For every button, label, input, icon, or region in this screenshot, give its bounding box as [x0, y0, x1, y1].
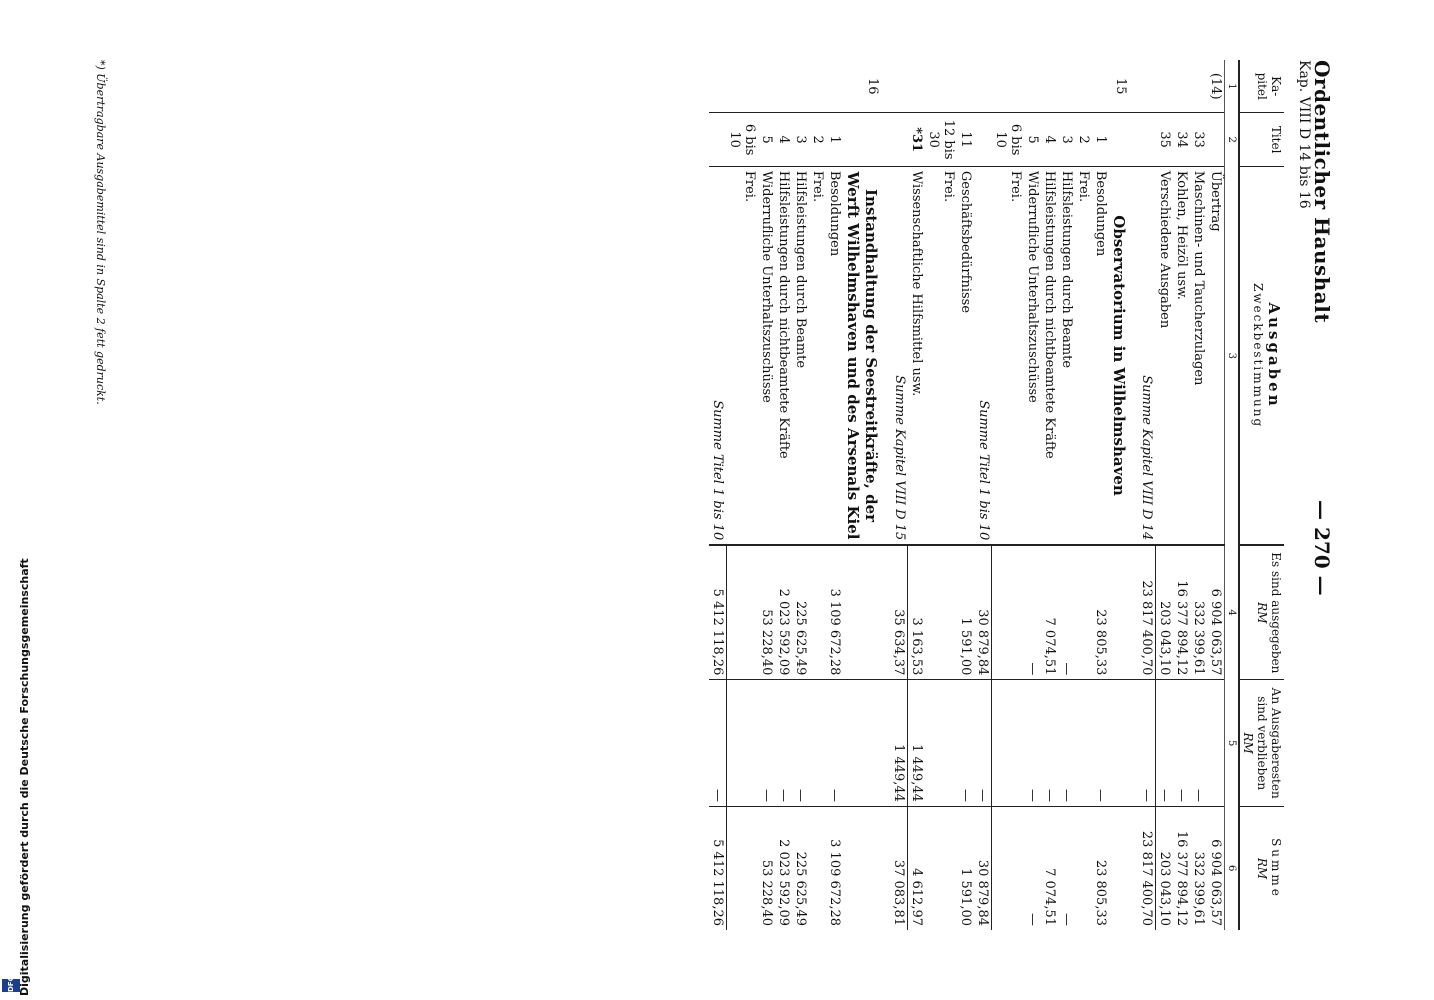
row-zweck: Frei.	[992, 166, 1024, 545]
table-body	[709, 60, 1225, 930]
row-summe: 3 109 672,28	[827, 839, 843, 926]
row-titel: 3	[793, 113, 810, 166]
row-ausgegeben	[992, 545, 1024, 680]
row-ausgegeben: 23 805,33	[1092, 545, 1109, 680]
row-kapitel	[793, 60, 810, 113]
row-titel	[709, 113, 727, 166]
row-summe: —	[1059, 913, 1074, 926]
row-reste: —	[1190, 680, 1207, 807]
row-zweck: Kohlen, Heizöl usw.	[1173, 166, 1190, 545]
row-zweck: Hilfsleistungen durch nichtbeamtete Kräfte	[1041, 166, 1058, 545]
row-zweck: Hilfsleistungen durch nichtbeamtete Kräfte	[776, 166, 793, 545]
table-row	[1024, 60, 1041, 930]
row-titel	[891, 113, 909, 166]
table-row	[975, 60, 993, 930]
row-ausgegeben: 3 163,53	[908, 545, 926, 680]
row-kapitel	[709, 60, 727, 113]
row-kapitel: 15	[1109, 60, 1138, 113]
row-ausgegeben: 6 904 063,57	[1207, 545, 1225, 680]
row-summe: 23 805,33	[1093, 859, 1108, 926]
row-ausgegeben: 5 412 118,26	[709, 545, 727, 680]
row-zweck: Widerrufliche Unterhaltszuschüsse	[759, 166, 776, 545]
row-zweck: Instandhaltung der Seestreitkräfte, der Werft Wilhelmshaven und des Arsenals Kiel	[844, 166, 891, 545]
row-reste: —	[776, 680, 793, 807]
row-summe	[844, 806, 891, 930]
row-kapitel	[1041, 60, 1058, 113]
row-zweck: Verschiedene Ausgaben	[1156, 166, 1174, 545]
row-kapitel: 16	[844, 60, 891, 113]
row-kapitel	[727, 60, 759, 113]
row-ausgegeben: 7 074,51	[1041, 545, 1058, 680]
row-titel	[844, 113, 891, 166]
row-zweck: Summe Kapitel VIII D 14	[1138, 166, 1156, 545]
row-zweck: Geschäftsbedürfnisse	[958, 166, 975, 545]
row-zweck: Summe Titel 1 bis 10	[709, 166, 727, 545]
table-row	[908, 60, 926, 930]
row-summe	[1075, 806, 1092, 930]
row-zweck: Hilfsleistungen durch Beamte	[1058, 166, 1075, 545]
row-titel: 4	[776, 113, 793, 166]
row-ausgegeben	[727, 545, 759, 680]
table-row	[727, 60, 759, 930]
row-summe	[926, 806, 958, 930]
row-zweck: Observatorium in Wilhelmshaven	[1109, 166, 1138, 545]
row-zweck: Frei.	[810, 166, 827, 545]
row-reste	[1075, 680, 1092, 807]
row-kapitel	[958, 60, 975, 113]
row-titel: 11	[958, 113, 975, 166]
table-row	[793, 60, 810, 930]
row-kapitel	[1156, 60, 1174, 113]
row-summe	[810, 806, 827, 930]
row-summe	[992, 806, 1024, 930]
row-summe: 16 377 894,12	[1174, 830, 1189, 926]
row-kapitel	[776, 60, 793, 113]
row-ausgegeben	[810, 545, 827, 680]
row-summe: 332 399,61	[1191, 851, 1206, 926]
row-titel: 3	[1058, 113, 1075, 166]
row-ausgegeben: —	[1024, 545, 1041, 680]
table-row	[1138, 60, 1156, 930]
row-titel: 1	[1092, 113, 1109, 166]
row-titel: 1	[827, 113, 844, 166]
row-summe	[1109, 806, 1138, 930]
header-ausgegeben	[1239, 545, 1284, 680]
row-ausgegeben: 2 023 592,09	[776, 545, 793, 680]
row-ausgegeben: 203 043,10	[1156, 545, 1174, 680]
colnum-4: 4	[1225, 545, 1240, 680]
header-reste	[1239, 680, 1284, 807]
header-zweck-label: Zweckbestimmung	[1251, 282, 1265, 429]
table-row	[1058, 60, 1075, 930]
row-ausgegeben	[1075, 545, 1092, 680]
row-reste	[727, 680, 759, 807]
table-row	[810, 60, 827, 930]
header-kapitel: Ka-pitel	[1239, 60, 1284, 113]
row-summe: 4 612,97	[909, 868, 925, 926]
colnum-5: 5	[1225, 680, 1240, 807]
row-titel	[1138, 113, 1156, 166]
row-kapitel	[827, 60, 844, 113]
side-credit: Digitalisierung gefördert durch die Deutsche Forschungsgemeinschaft	[18, 558, 31, 996]
footnote: *) Übertragbare Ausgabemittel sind in Spalte 2 fett gedruckt.	[94, 60, 107, 405]
header-summe	[1239, 806, 1284, 930]
table-row	[1041, 60, 1058, 930]
row-reste	[1109, 680, 1138, 807]
row-titel: 6 bis 10	[992, 113, 1024, 166]
table-row	[1173, 60, 1190, 930]
row-reste	[926, 680, 958, 807]
row-kapitel	[759, 60, 776, 113]
row-reste: —	[1156, 680, 1174, 807]
row-ausgegeben	[926, 545, 958, 680]
row-titel: 2	[810, 113, 827, 166]
row-summe: 5 412 118,26	[709, 806, 727, 930]
row-reste: 1 449,44	[908, 680, 926, 807]
row-reste: —	[827, 680, 844, 807]
row-kapitel	[975, 60, 993, 113]
budget-table	[709, 60, 1284, 930]
table-row	[709, 60, 727, 930]
row-reste: —	[709, 680, 727, 807]
row-kapitel	[1190, 60, 1207, 113]
row-titel: 35	[1156, 113, 1174, 166]
table-row	[759, 60, 776, 930]
row-zweck: Summe Titel 1 bis 10	[975, 166, 993, 545]
row-summe: 225 625,49	[793, 851, 809, 926]
table-row	[1092, 60, 1109, 930]
row-kapitel: (14)	[1207, 60, 1225, 113]
row-reste: —	[1138, 680, 1156, 807]
row-summe	[727, 806, 759, 930]
row-reste: —	[1041, 680, 1058, 807]
colnum-1: 1	[1225, 60, 1240, 113]
row-zweck: Besoldungen	[827, 166, 844, 545]
row-ausgegeben: —	[1058, 545, 1075, 680]
row-ausgegeben	[1109, 545, 1138, 680]
row-titel: 12 bis 30	[926, 113, 958, 166]
row-summe: 1 591,00	[958, 868, 974, 926]
table-row	[1109, 60, 1138, 930]
row-ausgegeben: 30 879,84	[975, 545, 993, 680]
row-kapitel	[810, 60, 827, 113]
row-zweck: Widerrufliche Unterhaltszuschüsse	[1024, 166, 1041, 545]
colnum-3: 3	[1225, 166, 1240, 545]
row-summe: 53 228,40	[759, 859, 775, 926]
table-row	[1207, 60, 1225, 930]
header-titel: Titel	[1239, 113, 1284, 166]
row-titel: 4	[1041, 113, 1058, 166]
row-kapitel	[908, 60, 926, 113]
row-zweck: Hilfsleistungen durch Beamte	[793, 166, 810, 545]
row-zweck: Summe Kapitel VIII D 15	[891, 166, 909, 545]
row-zweck: Besoldungen	[1092, 166, 1109, 545]
table-row	[891, 60, 909, 930]
page-number: — 270 —	[1310, 500, 1334, 596]
table-row	[926, 60, 958, 930]
table-row	[958, 60, 975, 930]
row-reste: —	[759, 680, 776, 807]
row-reste: 1 449,44	[891, 680, 909, 807]
row-kapitel	[992, 60, 1024, 113]
row-kapitel	[1173, 60, 1190, 113]
row-zweck: Wissenschaftliche Hilfsmittel usw.	[908, 166, 926, 545]
row-summe: —	[1025, 913, 1040, 926]
table-row	[1190, 60, 1207, 930]
row-summe: 30 879,84	[975, 806, 993, 930]
row-ausgegeben: 23 817 400,70	[1138, 545, 1156, 680]
row-summe: 6 904 063,57	[1208, 839, 1223, 926]
row-zweck: Maschinen- und Taucherzulagen	[1190, 166, 1207, 545]
row-titel: 5	[1024, 113, 1041, 166]
row-ausgegeben: 16 377 894,12	[1173, 545, 1190, 680]
header-ausgaben	[1239, 166, 1284, 545]
row-reste: —	[1173, 680, 1190, 807]
row-kapitel	[1058, 60, 1075, 113]
header-unit-6: RM	[1255, 857, 1269, 880]
row-reste	[992, 680, 1024, 807]
row-kapitel	[1075, 60, 1092, 113]
row-ausgegeben: 1 591,00	[958, 545, 975, 680]
row-reste: —	[958, 680, 975, 807]
colnum-6: 6	[1225, 806, 1240, 930]
page-title: Ordentlicher Haushalt	[1310, 60, 1334, 324]
row-summe: 7 074,51	[1042, 868, 1057, 926]
page-subtitle: Kap. VIII D 14 bis 16	[1296, 60, 1312, 209]
row-reste: —	[793, 680, 810, 807]
column-number-row	[1225, 60, 1240, 930]
row-titel: 5	[759, 113, 776, 166]
header-reste-label: An Ausgaberesten sind verblieben	[1255, 687, 1283, 799]
row-summe: 203 043,10	[1157, 851, 1172, 926]
header-ausgaben-label: Ausgaben	[1265, 302, 1283, 409]
row-titel: *31	[908, 113, 926, 166]
row-reste	[1207, 680, 1225, 807]
row-zweck: Übertrag	[1207, 166, 1225, 545]
row-kapitel	[1092, 60, 1109, 113]
table-row	[992, 60, 1024, 930]
row-zweck: Frei.	[727, 166, 759, 545]
row-titel	[1207, 113, 1225, 166]
row-ausgegeben: 332 399,61	[1190, 545, 1207, 680]
row-zweck: Frei.	[1075, 166, 1092, 545]
row-reste: —	[975, 680, 993, 807]
row-ausgegeben: 35 634,37	[891, 545, 909, 680]
header-summe-label: Summe	[1269, 838, 1283, 899]
row-zweck: Frei.	[926, 166, 958, 545]
row-reste: —	[1058, 680, 1075, 807]
row-titel	[975, 113, 993, 166]
row-kapitel	[891, 60, 909, 113]
row-summe: 2 023 592,09	[776, 839, 792, 926]
row-reste: —	[1024, 680, 1041, 807]
table-row	[844, 60, 891, 930]
row-reste	[810, 680, 827, 807]
header-unit-5: RM	[1241, 732, 1255, 754]
row-kapitel	[1024, 60, 1041, 113]
colnum-2: 2	[1225, 113, 1240, 166]
header-ausgegeben-label: Es sind ausgegeben	[1269, 552, 1283, 674]
row-titel	[1109, 113, 1138, 166]
row-kapitel	[926, 60, 958, 113]
row-titel: 2	[1075, 113, 1092, 166]
table-row	[1075, 60, 1092, 930]
table-row	[776, 60, 793, 930]
rotated-budget-table-frame	[72, 60, 1342, 930]
row-ausgegeben	[844, 545, 891, 680]
header-unit-4: RM	[1255, 602, 1269, 624]
row-titel: 33	[1190, 113, 1207, 166]
row-summe: 37 083,81	[891, 806, 909, 930]
row-ausgegeben: 225 625,49	[793, 545, 810, 680]
row-ausgegeben: 53 228,40	[759, 545, 776, 680]
table-header-row	[1239, 60, 1284, 930]
row-summe: 23 817 400,70	[1138, 806, 1156, 930]
row-kapitel	[1138, 60, 1156, 113]
row-titel: 34	[1173, 113, 1190, 166]
row-reste: —	[1092, 680, 1109, 807]
row-reste	[844, 680, 891, 807]
dfg-logo: DFG	[2, 979, 20, 992]
row-ausgegeben: 3 109 672,28	[827, 545, 844, 680]
table-row	[827, 60, 844, 930]
row-titel: 6 bis 10	[727, 113, 759, 166]
table-row	[1156, 60, 1174, 930]
